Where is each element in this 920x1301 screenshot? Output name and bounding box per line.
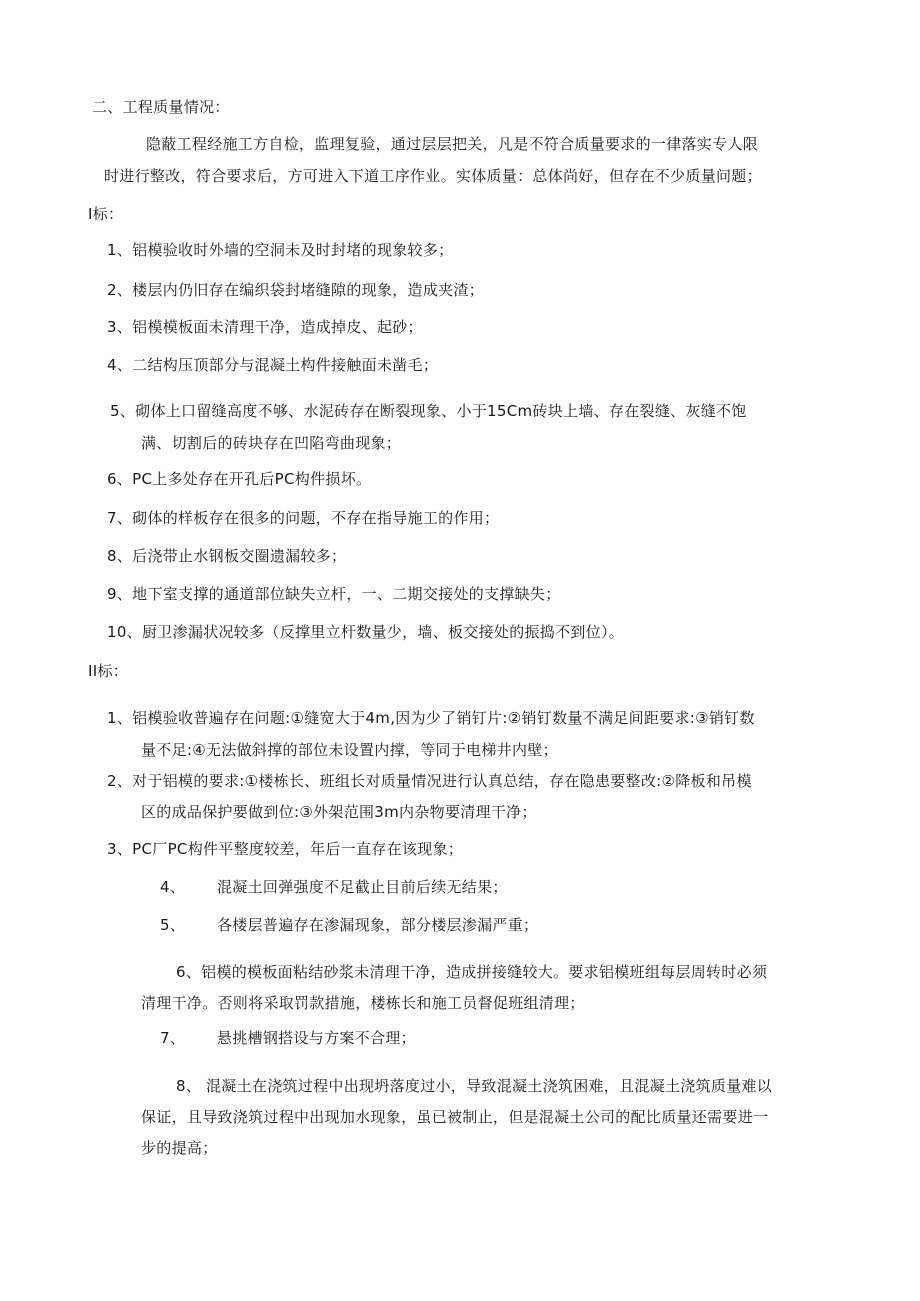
- item-text: 铝模的模板面粘结砂浆未清理干净，造成拼接缝较大。要求铝模班组每层周转时必须: [201, 963, 768, 981]
- list-item: [107, 355, 438, 375]
- item-number: 7、: [107, 509, 133, 527]
- list-item: [160, 1028, 416, 1048]
- list-item: [107, 280, 484, 300]
- item-number: 9、: [107, 585, 133, 603]
- list-item-continuation: 清理干净。否则将采取罚款措施，楼栋长和施工员督促班组清理；: [141, 994, 585, 1012]
- item-text: 砌体上口留缝高度不够、水泥砖存在断裂现象、小于15Cm砖块上墙、存在裂缝、灰缝不饱: [135, 402, 747, 420]
- item-text: 厨卫渗漏状况较多（反撑里立杆数量少，墙、板交接处的振捣不到位）。: [142, 623, 625, 641]
- list-item: [110, 401, 747, 421]
- item-number: 3、: [107, 318, 133, 336]
- item-number: 1、: [107, 241, 133, 259]
- item-number: 6、: [176, 963, 202, 981]
- list-item: [107, 622, 624, 642]
- item-text: 楼层内仍旧存在编织袋封堵缝隙的现象，造成夹渣；: [132, 281, 485, 299]
- item-text: 铝模验收时外墙的空洞未及时封堵的现象较多；: [132, 241, 454, 259]
- list-item: [107, 546, 346, 566]
- item-text: PC上多处存在开孔后PC构件损坏。: [132, 470, 372, 488]
- list-item: [176, 962, 767, 982]
- list-item: [160, 877, 508, 897]
- item-number: 10、: [107, 623, 142, 641]
- list-item: [107, 839, 463, 859]
- section-ii-heading: II标：: [88, 662, 129, 680]
- list-item: [107, 771, 752, 791]
- list-item-continuation: 量不足:④无法做斜撑的部位未设置内撑，等同于电梯井内壁；: [141, 741, 558, 759]
- item-text: 混凝土在浇筑过程中出现坍落度过小，导致混凝土浇筑困难，且混凝土浇筑质量难以: [206, 1077, 773, 1095]
- item-text: 各楼层普遍存在渗漏现象，部分楼层渗漏严重；: [217, 916, 539, 934]
- section-i-heading: I标：: [88, 205, 124, 223]
- list-item: [107, 317, 423, 337]
- item-number: 2、: [107, 772, 133, 790]
- list-item: [107, 240, 453, 260]
- list-item-continuation: 保证，且导致浇筑过程中出现加水现象，虽已被制止，但是混凝土公司的配比质量还需要进一: [141, 1108, 769, 1126]
- item-text: PC厂PC构件平整度较差，年后一直存在该现象；: [132, 840, 464, 858]
- item-text: 悬挑槽钢搭设与方案不合理；: [217, 1029, 416, 1047]
- list-item: [107, 508, 499, 528]
- list-item: [160, 915, 538, 935]
- item-text: 对于铝模的要求:①楼栋长、班组长对质量情况进行认真总结，存在隐患要整改:②降板和吊模: [132, 772, 752, 790]
- item-number: 8、: [176, 1077, 202, 1095]
- section-heading: 二、工程质量情况：: [92, 98, 230, 116]
- item-text: 二结构压顶部分与混凝土构件接触面未凿毛；: [132, 356, 439, 374]
- item-number: 1、: [107, 709, 133, 727]
- item-number: 4、: [160, 878, 186, 896]
- item-number: 5、: [110, 402, 136, 420]
- list-item-continuation: 满、切割后的砖块存在凹陷弯曲现象；: [141, 434, 402, 452]
- item-text: 铝模验收普遍存在问题:①缝宽大于4m,因为少了销钉片:②销钉数量不满足间距要求:③销钉数: [132, 709, 755, 727]
- item-text: 混凝土回弹强度不足截止目前后续无结果；: [217, 878, 508, 896]
- item-text: 后浇带止水钢板交圈遗漏较多；: [132, 547, 347, 565]
- item-number: 6、: [107, 470, 133, 488]
- item-number: 8、: [107, 547, 133, 565]
- item-number: 3、: [107, 840, 133, 858]
- item-text: 砌体的样板存在很多的问题，不存在指导施工的作用；: [132, 509, 500, 527]
- item-number: 7、: [160, 1029, 186, 1047]
- list-item: [107, 584, 561, 604]
- list-item: [107, 708, 755, 728]
- item-number: 2、: [107, 281, 133, 299]
- list-item-continuation: 步的提高；: [141, 1139, 218, 1157]
- list-item-continuation: 区的成品保护要做到位:③外架范围3m内杂物要清理干净；: [141, 803, 537, 821]
- item-number: 4、: [107, 356, 133, 374]
- item-number: 5、: [160, 916, 186, 934]
- item-text: 地下室支撑的通道部位缺失立杆，一、二期交接处的支撑缺失；: [132, 585, 561, 603]
- intro-line-1: 隐蔽工程经施工方自检，监理复验，通过层层把关，凡是不符合质量要求的一律落实专人限: [146, 135, 759, 153]
- intro-line-2: 时进行整改，符合要求后，方可进入下道工序作业。实体质量：总体尚好，但存在不少质量问题；: [104, 167, 762, 185]
- list-item: [107, 469, 371, 489]
- list-item: [176, 1076, 772, 1096]
- item-text: 铝模模板面未清理干净，造成掉皮、起砂；: [132, 318, 423, 336]
